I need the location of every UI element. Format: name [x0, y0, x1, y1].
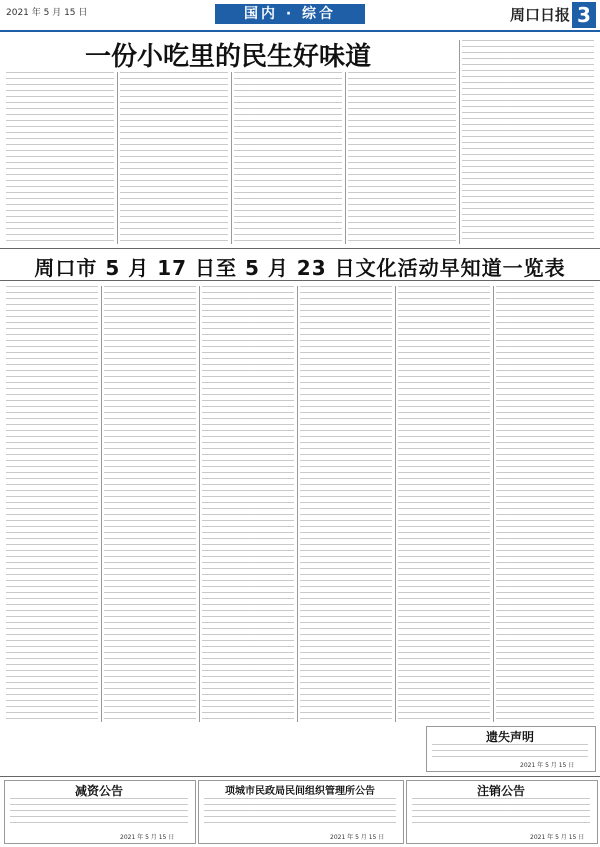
- listing-column-2: [104, 286, 196, 722]
- lost-notice-title: 遗失声明: [485, 730, 534, 744]
- page-number: 3: [572, 2, 596, 28]
- listing-column-4: [300, 286, 392, 722]
- listing-column-1: [6, 286, 98, 722]
- listing-column-3: [202, 286, 294, 722]
- column-divider: [117, 72, 118, 244]
- cancel-notice-date: 2021 年 5 月 15 日: [530, 834, 585, 841]
- listing-column-5: [398, 286, 490, 722]
- section-rule: [0, 248, 600, 249]
- paper-name: 周口日报: [510, 6, 571, 24]
- column-divider: [199, 286, 200, 722]
- article-column-5: [462, 40, 594, 244]
- section-title: 周口市 5 月 17 日至 5 月 23 日文化活动早知道一览表: [34, 256, 566, 280]
- column-divider: [297, 286, 298, 722]
- article-column-1: [6, 72, 114, 244]
- column-divider: [493, 286, 494, 722]
- page-header: [0, 0, 600, 38]
- lost-notice-text: [432, 744, 588, 758]
- column-divider: [345, 72, 346, 244]
- lost-notice-date: 2021 年 5 月 15 日: [520, 762, 575, 769]
- main-headline: 一份小吃里的民生好味道: [84, 42, 371, 72]
- civil-notice-title: 项城市民政局民间组织管理所公告: [225, 786, 375, 797]
- column-divider: [459, 40, 460, 244]
- column-divider: [231, 72, 232, 244]
- capital-notice-date: 2021 年 5 月 15 日: [120, 834, 175, 841]
- article-column-3: [234, 72, 342, 244]
- article-column-4: [348, 72, 456, 244]
- section-rule: [0, 280, 600, 281]
- listing-column-6: [496, 286, 594, 722]
- header-rule: [0, 30, 600, 32]
- civil-notice-date: 2021 年 5 月 15 日: [330, 834, 385, 841]
- article-column-2: [120, 72, 228, 244]
- cancel-notice-text: [412, 798, 590, 828]
- bottom-rule: [0, 776, 600, 777]
- column-divider: [395, 286, 396, 722]
- capital-notice-title: 减资公告: [74, 784, 123, 798]
- column-divider: [101, 286, 102, 722]
- section-banner: 国内 · 综合: [215, 4, 365, 24]
- capital-notice-text: [10, 798, 188, 828]
- cancel-notice-title: 注销公告: [476, 784, 525, 798]
- issue-date: 2021 年 5 月 15 日: [6, 8, 88, 18]
- civil-notice-text: [204, 798, 396, 828]
